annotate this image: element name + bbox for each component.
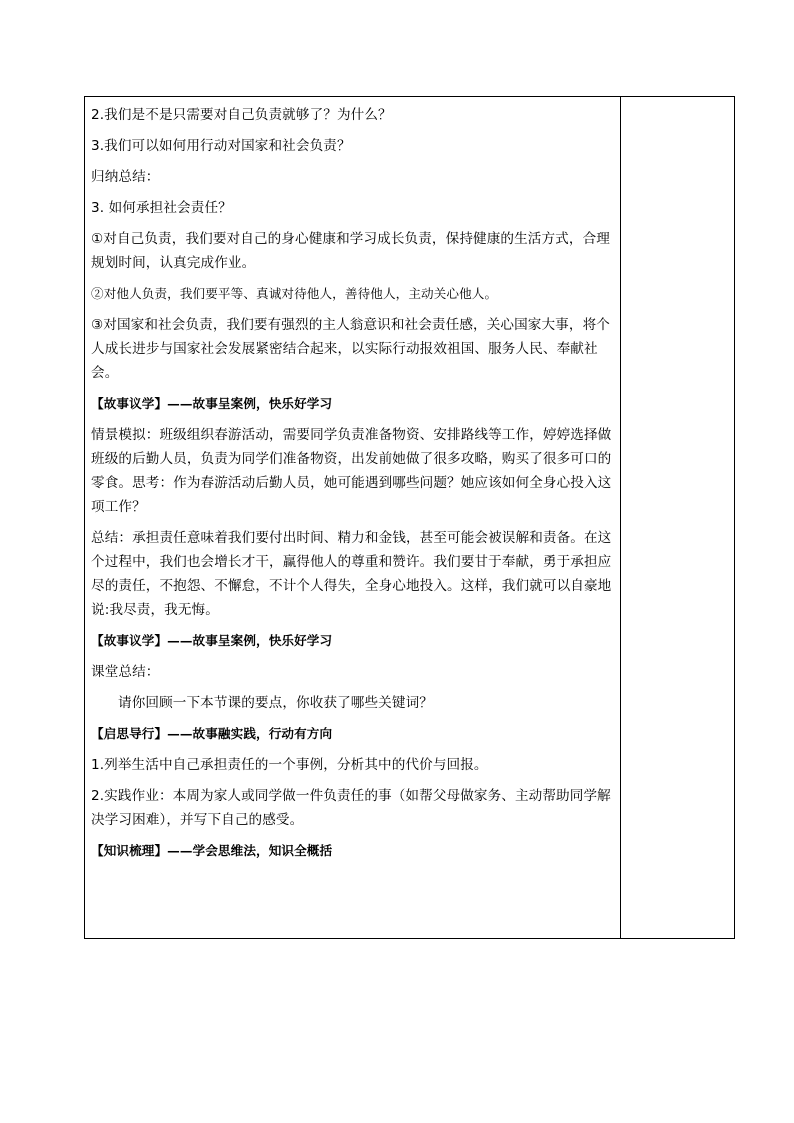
question-3: 3.我们可以如何用行动对国家和社会负责？ — [91, 138, 351, 154]
task-2: 2.实践作业：本周为家人或同学做一件负责任的事（如帮父母做家务、主动帮助同学解决学习困难），并写下自己的感受。 — [91, 788, 611, 828]
question-2: 2.我们是不是只需要对自己负责就够了？为什么？ — [91, 107, 392, 123]
scenario-text: 情景模拟：班级组织春游活动，需要同学负责准备物资、安排路线等工作，婷婷选择做班级的后勤人员，负责为同学们准备物资，出发前她做了很多攻略，购买了很多可口的零食。思考：作为春游活动后勤人员，她可能遇到哪些问题？她应该如何全身心投入这项工作？ — [91, 427, 612, 515]
lesson-content-cell — [85, 97, 621, 938]
task-1: 1.列举生活中自己承担责任的一个事例，分析其中的代价与回报。 — [91, 757, 488, 773]
point-3-title: 3. 如何承担社会责任？ — [91, 200, 232, 216]
lesson-table — [84, 96, 735, 939]
notes-cell — [621, 97, 734, 938]
class-summary-label: 课堂总结： — [91, 664, 160, 680]
responsibility-item-2: ②对他人负责，我们要平等、真诚对待他人，善待他人，主动关心他人。 — [91, 286, 498, 301]
knowledge-heading: 【知识梳理】——学会思维法，知识全概括 — [91, 843, 333, 858]
story-heading-1: 【故事议学】——故事呈案例，快乐好学习 — [91, 396, 333, 411]
responsibility-item-3: ③对国家和社会负责，我们要有强烈的主人翁意识和社会责任感，关心国家大事，将个人成长进步与国家社会发展紧密结合起来，以实际行动报效祖国、服务人民、奉献社会。 — [91, 317, 610, 381]
summary-label: 归纳总结： — [91, 169, 160, 185]
review-question: 请你回顾一下本节课的要点，你收获了哪些关键词？ — [118, 695, 433, 711]
responsibility-item-1: ①对自己负责，我们要对自己的身心健康和学习成长负责，保持健康的生活方式，合理规划时间，认真完成作业。 — [91, 231, 610, 271]
story-heading-2: 【故事议学】——故事呈案例，快乐好学习 — [91, 633, 333, 648]
practice-heading: 【启思导行】——故事融实践，行动有方向 — [91, 726, 333, 741]
conclusion-text: 总结：承担责任意味着我们要付出时间、精力和金钱，甚至可能会被误解和责备。在这个过程中，我们也会增长才干，赢得他人的尊重和赞许。我们要甘于奉献，勇于承担应尽的责任，不抱怨、不懈怠，不计个人得失，全身心地投入。这样，我们就可以自豪地说:我尽责，我无悔。 — [91, 530, 612, 618]
